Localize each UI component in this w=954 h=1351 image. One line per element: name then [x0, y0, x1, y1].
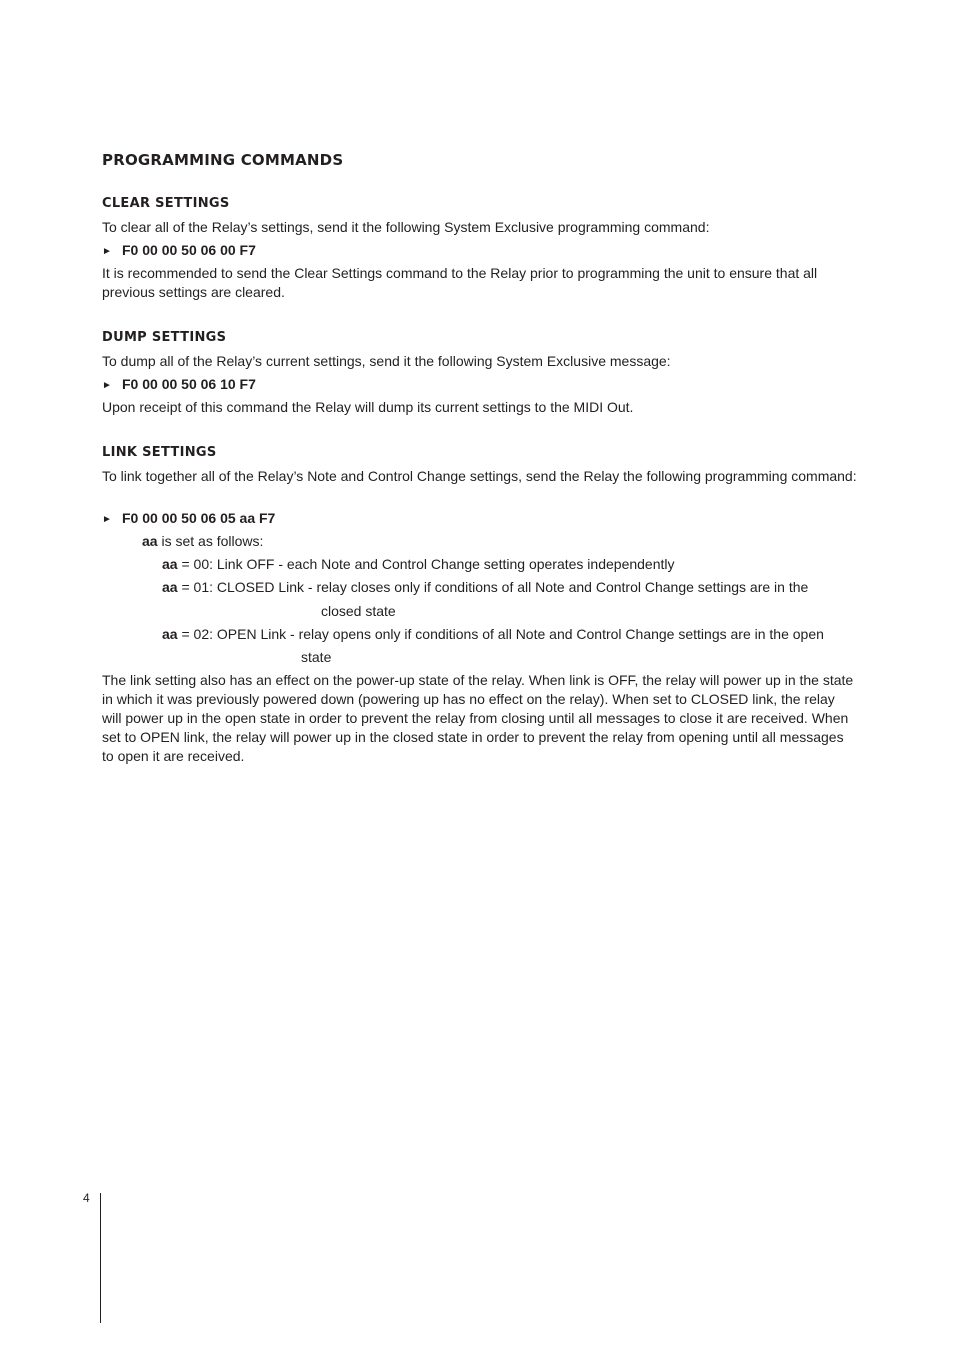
section-heading-clear-settings: CLEAR SETTINGS — [102, 196, 230, 211]
parameter-name: aa — [142, 533, 158, 549]
page-number: 4 — [83, 1191, 90, 1205]
right-triangle-icon: ► — [102, 514, 112, 525]
parameter-key: aa — [162, 579, 178, 595]
dump-settings-command — [102, 375, 256, 395]
parameter-option-02 — [162, 625, 824, 644]
right-triangle-icon: ► — [102, 246, 112, 257]
section-heading-dump-settings: DUMP SETTINGS — [102, 330, 227, 345]
parameter-option-02-continuation: state — [301, 649, 332, 665]
command-code: F0 00 00 50 06 05 aa F7 — [122, 510, 276, 526]
command-code: F0 00 00 50 06 10 F7 — [122, 376, 256, 392]
parameter-intro-text: is set as follows: — [157, 533, 264, 549]
link-settings-note: The link setting also has an effect on the power-up state of the relay. When link is OFF, the relay will power up in the state in which it was previously powered down (powering up has no effect on the relay). When set to CLOSED link, the relay will power up in the open state in order to prevent the relay from closing until all messages to close it are received. When set to OPEN link, the relay will power up in the closed state in order to prevent the relay from opening until all messages to open it are received. — [102, 672, 854, 764]
page-title: PROGRAMMING COMMANDS — [102, 151, 344, 169]
clear-settings-note: It is recommended to send the Clear Settings command to the Relay prior to programming the unit to ensure that all previous settings are cleared. — [102, 265, 818, 300]
command-code: F0 00 00 50 06 00 F7 — [122, 242, 256, 258]
parameter-key: aa — [162, 626, 178, 642]
dump-settings-intro: To dump all of the Relay’s current settings, send it the following System Exclusive message: — [102, 353, 671, 369]
dump-settings-note: Upon receipt of this command the Relay will dump its current settings to the MIDI Out. — [102, 399, 634, 415]
parameter-key: aa — [162, 556, 178, 572]
link-settings-command — [102, 509, 275, 529]
right-triangle-icon: ► — [102, 380, 112, 391]
parameter-option-text: = 02: OPEN Link - relay opens only if conditions of all Note and Control Change settings are in the open — [177, 626, 824, 642]
parameter-option-text: = 01: CLOSED Link - relay closes only if conditions of all Note and Control Change settings are in the — [177, 579, 809, 595]
link-settings-intro: To link together all of the Relay’s Note and Control Change settings, send the Relay the following programming command: — [102, 468, 857, 484]
parameter-option-01 — [162, 578, 808, 597]
clear-settings-command — [102, 241, 256, 261]
clear-settings-intro: To clear all of the Relay’s settings, send it the following System Exclusive programming command: — [102, 219, 710, 235]
margin-rule — [100, 1193, 101, 1323]
parameter-intro — [142, 532, 263, 551]
parameter-option-00 — [162, 555, 675, 574]
parameter-option-01-continuation: closed state — [321, 603, 396, 619]
section-heading-link-settings: LINK SETTINGS — [102, 445, 217, 460]
parameter-option-text: = 00: Link OFF - each Note and Control Change setting operates independently — [177, 556, 675, 572]
